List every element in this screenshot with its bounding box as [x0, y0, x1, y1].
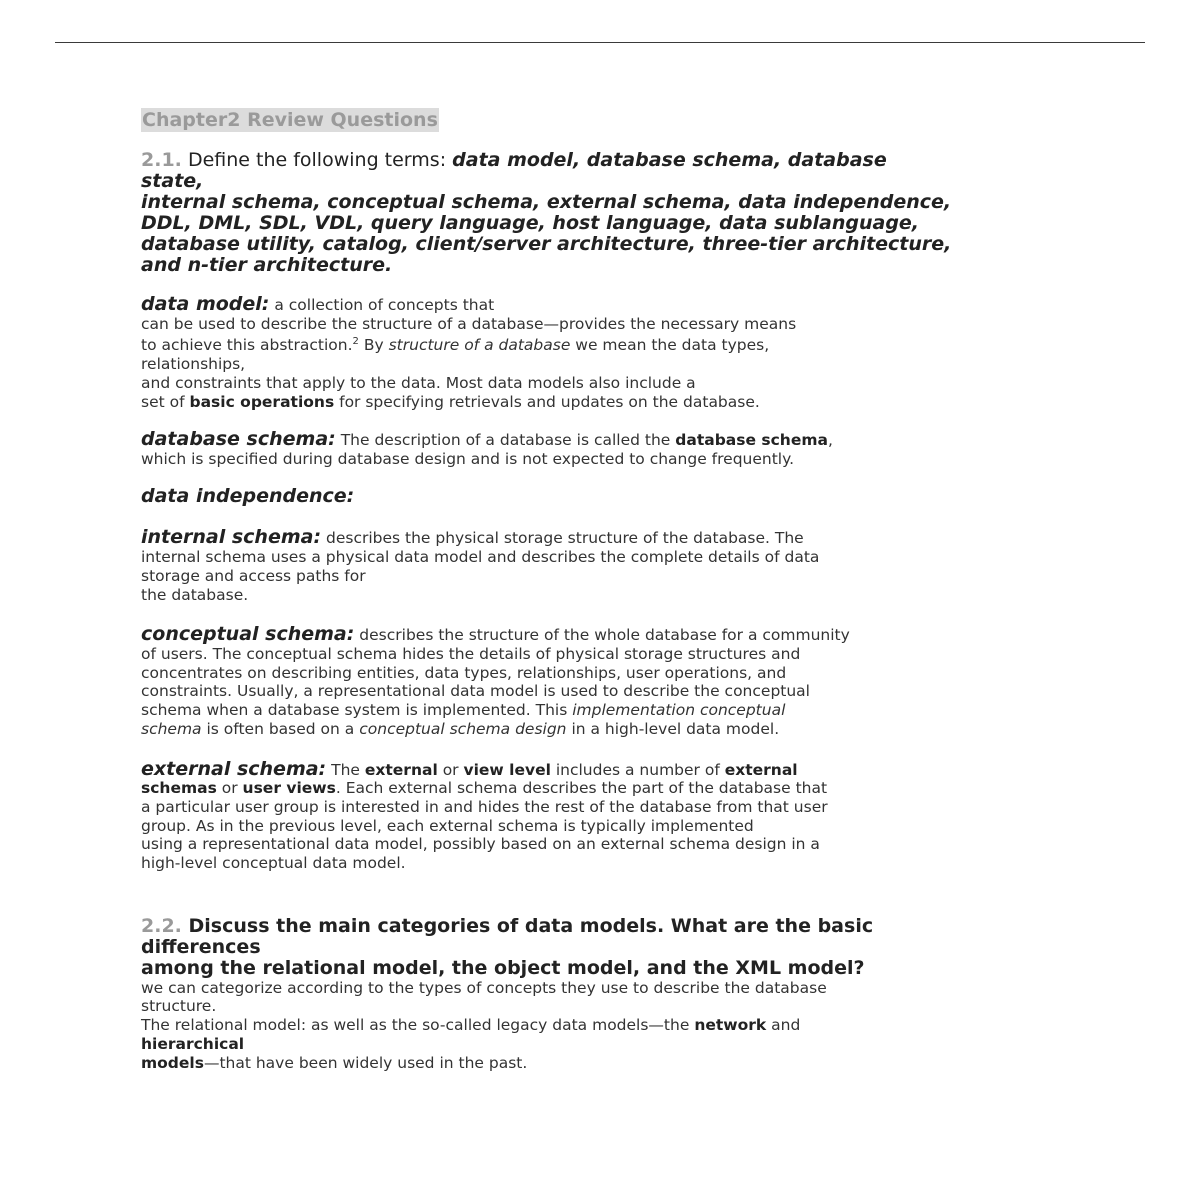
answer-bold: network [694, 1016, 767, 1035]
definition-line [141, 484, 1061, 507]
definition-text: , [827, 431, 833, 450]
definition-text: the database. [141, 585, 249, 604]
definition-text: describes the structure of the whole database for a community [359, 626, 850, 645]
definition-text: of users. The conceptual schema hides the details of physical storage structures and [141, 645, 801, 663]
definition-emphasis: implementation conceptual [572, 701, 786, 720]
definition-bold: database schema [675, 431, 828, 450]
definition-text: set of [141, 392, 185, 411]
question-prefix: Define the following terms: [187, 149, 447, 171]
definition-bold: external [364, 760, 438, 779]
page-title: Chapter2 Review Questions [142, 109, 438, 131]
question-terms: and n-tier architecture. [141, 254, 393, 276]
definition-bold: user views [242, 779, 336, 798]
document-page [141, 108, 1061, 1072]
definition-text: which is specified during database design and is not expected to change frequently. [141, 450, 794, 469]
question-terms: DDL, DML, SDL, VDL, query language, host language, data sublanguage, [141, 212, 920, 234]
term-heading: data model: [141, 293, 270, 315]
question-terms: data model, database schema, database [452, 149, 887, 171]
term-heading: external schema: [141, 757, 327, 780]
question-terms: state, [141, 170, 204, 192]
definition-text: The [331, 760, 360, 779]
definition-line [141, 430, 1061, 450]
definition-text: relationships, [141, 355, 246, 374]
definition-text: high-level conceptual data model. [141, 854, 406, 873]
definition-text: we mean the data types, [575, 336, 770, 355]
question-terms: internal schema, conceptual schema, external schema, data independence, [141, 191, 952, 213]
answer-line [141, 1035, 1061, 1054]
answer-text: structure. [141, 997, 217, 1016]
definition-line [141, 701, 1061, 720]
term-heading: conceptual schema: [141, 623, 355, 646]
definition-bold: basic operations [189, 392, 335, 411]
question-terms: database utility, catalog, client/server architecture, three-tier architecture, [141, 233, 952, 255]
definition-line [141, 295, 1061, 315]
definition-text: . Each external schema describes the part of the database that [335, 779, 828, 798]
definition-text: includes a number of [555, 760, 720, 779]
definition-text: for specifying retrievals and updates on the database. [339, 392, 760, 411]
definition-text: group. As in the previous level, each external schema is typically implemented [141, 816, 754, 835]
definition-text: using a representational data model, possibly based on an external schema design in a [141, 835, 820, 854]
definition-text: in a high-level data model. [571, 719, 780, 738]
definition-text: By [363, 336, 384, 355]
answer-text: and [771, 1016, 801, 1035]
definition-line [141, 779, 1061, 798]
definition-bold: view level [463, 760, 551, 779]
definition-database-schema [141, 430, 1061, 468]
definition-text: or [442, 760, 459, 779]
question-number: 2.2. [141, 914, 182, 937]
definition-emphasis: conceptual schema design [359, 719, 567, 738]
answer-2-2 [141, 979, 1061, 1073]
definition-bold: external [724, 760, 798, 779]
definition-text: or [221, 779, 238, 798]
footnote-marker: 2 [352, 336, 359, 348]
answer-text: —that have been widely used in the past. [203, 1053, 528, 1072]
term-heading: data independence: [141, 484, 355, 507]
definition-data-independence [141, 484, 1061, 507]
definition-line [141, 720, 1061, 739]
question-line [141, 916, 1061, 937]
definition-emphasis: schema [141, 719, 202, 738]
term-heading: database schema: [141, 428, 336, 451]
question-number: 2.1. [141, 149, 182, 171]
definition-text: and constraints that apply to the data. Most data models also include a [141, 373, 696, 392]
definition-internal-schema [141, 528, 1061, 604]
answer-text: The relational model: as well as the so-called legacy data models—the [141, 1016, 690, 1035]
definition-text: to achieve this abstraction. [141, 336, 353, 355]
title-wrap [141, 108, 1061, 132]
definition-text: is often based on a [206, 719, 355, 738]
answer-text: we can categorize according to the types of concepts they use to describe the database [141, 978, 827, 997]
definition-text: internal schema uses a physical data model and describes the complete details of data [141, 548, 820, 567]
question-text: among the relational model, the object model, and the XML model? [141, 956, 865, 979]
answer-line [141, 1054, 1061, 1073]
definition-text: describes the physical storage structure of the database. The [326, 529, 804, 548]
definition-conceptual-schema [141, 625, 1061, 738]
answer-bold: models [141, 1053, 204, 1072]
definition-text: schema when a database system is implemented. This [141, 701, 568, 720]
definition-text: a collection of concepts that [274, 296, 495, 314]
question-line [141, 150, 1061, 171]
question-text: Discuss the main categories of data models. What are the basic [188, 914, 874, 937]
definition-text: a particular user group is interested in and hides the rest of the database from that user [141, 797, 828, 816]
definition-data-model [141, 295, 1061, 411]
definition-line [141, 393, 1061, 412]
question-2-2 [141, 916, 1061, 979]
definition-text: concentrates on describing entities, data types, relationships, user operations, and [141, 663, 787, 682]
definition-text: constraints. Usually, a representational data model is used to describe the conceptual [141, 682, 810, 701]
definition-line [141, 528, 1061, 548]
definition-text: storage and access paths for [141, 566, 366, 585]
question-text: differences [141, 935, 261, 958]
definition-line [141, 757, 1061, 780]
definition-text: can be used to describe the structure of a database—provides the necessary means [141, 314, 797, 333]
definition-line [141, 625, 1061, 645]
term-heading: internal schema: [141, 526, 322, 549]
definition-bold: schemas [141, 779, 217, 798]
top-rule [55, 42, 1145, 43]
definition-line [141, 333, 1061, 355]
definition-external-schema [141, 757, 1061, 873]
definition-text: The description of a database is called the [340, 431, 671, 450]
answer-line [141, 1016, 1061, 1035]
question-2-1 [141, 150, 1061, 276]
answer-bold: hierarchical [141, 1034, 245, 1053]
definition-emphasis: structure of a database [388, 336, 571, 355]
